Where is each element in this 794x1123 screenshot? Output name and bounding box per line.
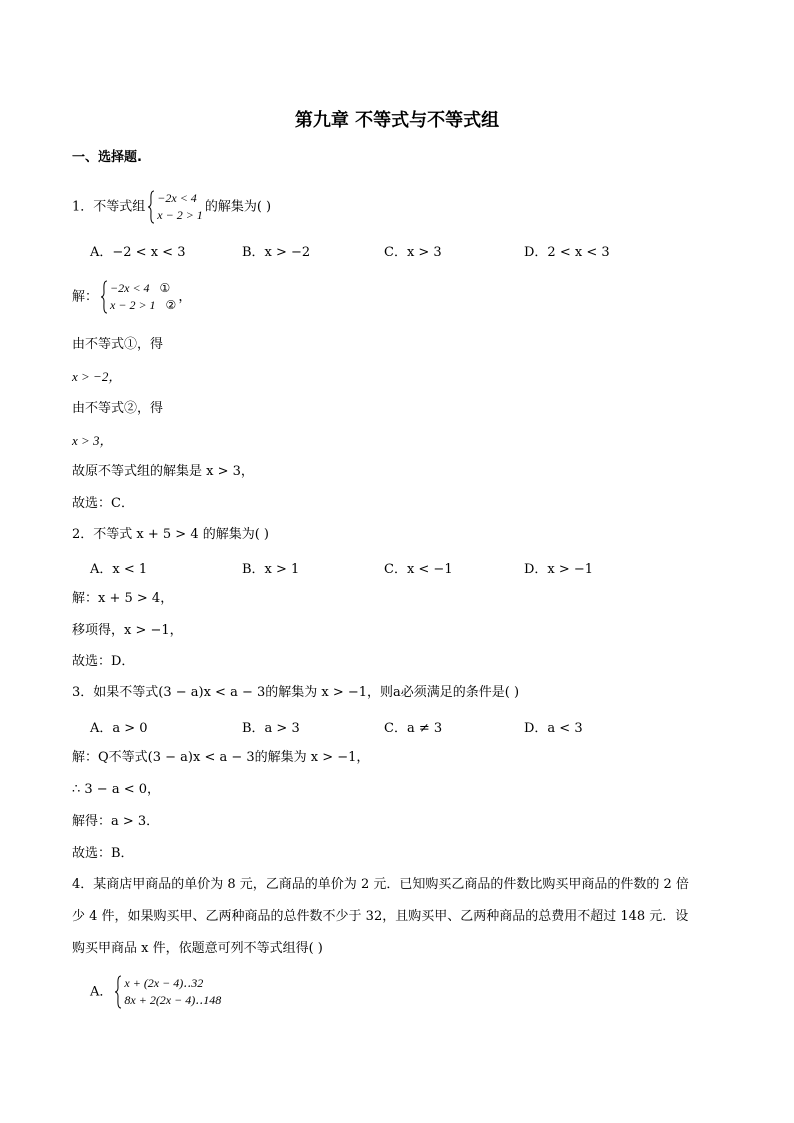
brace-icon <box>114 975 122 1009</box>
q4-option-a-label: A． <box>90 984 113 1000</box>
q1-stem-post: 的解集为( ) <box>204 199 272 215</box>
q1-option-d[interactable]: D．2 < x < 3 <box>524 245 610 260</box>
q1-solution-line-6: 故选：C． <box>72 496 134 511</box>
q4-stem-line-1: 4．某商店甲商品的单价为 8 元，乙商品的单价为 2 元．已知购买乙商品的件数比购买甲商品的件数的 2 倍 <box>72 877 689 892</box>
q1-stem <box>72 190 271 224</box>
q3-option-c[interactable]: C．a ≠ 3 <box>384 721 443 736</box>
q1-solution-row-1: −2x < 4 <box>110 281 150 295</box>
q3-option-b[interactable]: B．a > 3 <box>242 721 300 736</box>
q1-solution-line-5: 故原不等式组的解集是 x > 3， <box>72 464 254 479</box>
q2-option-b[interactable]: B．x > 1 <box>242 562 300 577</box>
page-title: 第九章 不等式与不等式组 <box>294 110 500 131</box>
q2-solution-line-1: 解：x + 5 > 4， <box>72 591 174 606</box>
q1-option-a[interactable]: A．−2 < x < 3 <box>90 245 186 260</box>
q1-solution-line-1: 由不等式①，得 <box>72 337 164 352</box>
q4-stem-line-3: 购买甲商品 x 件，依题意可列不等式组得( ) <box>72 941 323 956</box>
q4-option-a-row-2: 8x + 2(2x − 4)‥148 <box>124 993 222 1007</box>
q3-stem: 3．如果不等式(3 − a)x < a − 3的解集为 x > −1，则a必须满足的条件是( ) <box>72 685 520 700</box>
q4-stem-line-2: 少 4 件，如果购买甲、乙两种商品的总件数不少于 32，且购买甲、乙两种商品的总费用不超过 148 元．设 <box>72 909 689 924</box>
brace-icon <box>100 280 108 314</box>
circled-two: ② <box>165 298 177 312</box>
brace-icon <box>147 190 155 224</box>
q4-option-a[interactable] <box>90 975 223 1009</box>
q3-option-d[interactable]: D．a < 3 <box>524 721 583 736</box>
q3-solution-line-4: 故选：B． <box>72 846 134 861</box>
q3-option-a[interactable]: A．a > 0 <box>90 721 148 736</box>
q4-option-a-row-1: x + (2x − 4)‥32 <box>124 976 204 990</box>
q1-solution-post: ， <box>178 289 192 305</box>
q1-system-row-1: −2x < 4 <box>157 191 197 205</box>
q1-solution-row-2: x − 2 > 1 <box>110 298 156 312</box>
q2-option-a[interactable]: A．x < 1 <box>90 562 148 577</box>
q1-solution-system <box>100 280 176 314</box>
q1-solution-line-2: x > −2， <box>72 369 122 384</box>
q2-solution-line-3: 故选：D． <box>72 654 135 669</box>
q1-solution-line-3: 由不等式②，得 <box>72 401 164 416</box>
q1-solution-line-4: x > 3， <box>72 433 113 448</box>
q2-solution-line-2: 移项得，x > −1， <box>72 623 183 638</box>
q3-solution-line-3: 解得：a > 3． <box>72 814 160 829</box>
q3-solution-line-2: ∴ 3 − a < 0， <box>72 782 161 797</box>
q2-option-d[interactable]: D．x > −1 <box>524 562 594 577</box>
circled-one: ① <box>159 281 171 295</box>
q1-solution-label: 解： <box>72 289 99 305</box>
q2-option-c[interactable]: C．x < −1 <box>384 562 453 577</box>
q1-system-row-2: x − 2 > 1 <box>157 208 203 222</box>
q1-option-c[interactable]: C．x > 3 <box>384 245 442 260</box>
q2-stem: 2．不等式 x + 5 > 4 的解集为( ) <box>72 527 269 542</box>
q1-option-b[interactable]: B．x > −2 <box>242 245 311 260</box>
section-heading: 一、选择题. <box>72 150 142 165</box>
q1-system <box>147 190 203 224</box>
q1-stem-pre: 1．不等式组 <box>72 199 146 215</box>
q4-option-a-system <box>114 975 221 1009</box>
q1-solution-system-line <box>72 280 191 314</box>
q3-solution-line-1: 解：Q不等式(3 − a)x < a − 3的解集为 x > −1， <box>72 750 370 765</box>
